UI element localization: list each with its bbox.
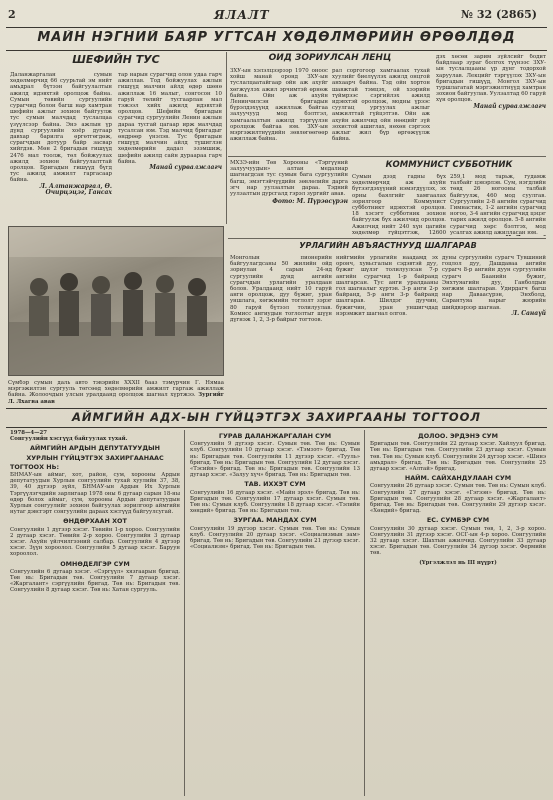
- vehicle-photo-credit: Зургийг Л. Лхагва авав: [8, 392, 224, 404]
- column-divider: [184, 430, 185, 796]
- decree-col2-text: Сонгуулийн 9 дүгээр хэсэг. Сумын төв. Төв нь: Сумын клуб. Сонгуулийн 10 дугаар хэсэг. «Тэмээт» бригад. Төв нь: Бригадын төв. Сонгуулийн 11 дүгээр хэсэг. «Тууль» бригад. Төв нь: Бригадын төв. Сонгуулийн 12 дугаар хэсэг. «Тэсийн» бригад. Төв нь: Бригадын төв. Сонгуулийн 13 дугаар хэсэг. «Залуу хүч» бригад. Төв нь: Бригадын төв.: [190, 441, 360, 479]
- group-photo-illustration: [9, 227, 224, 376]
- article-forest-text1: ЗХУ-ын хэлэлцээрээр 1970 оноос хойш манай оронд ЗХУ-ын туслалцаатайгаар ойн аж ахуйг хөгжүүлэх ажил эрчимтэй өрнөж байна. Ойн аж ахуйн Ленинчилсэн бригадын бүрэлдэхүүнд ажиллаж байгаа залуучууд мод бэлтгэл, хамгаалалтын ажилд тэргүүлэн оролцож байгаа юм. ЗХУ-ын мэргэжилтнүүдийн зөвлөгөөгөөр ажиллаж байна.: [230, 68, 328, 143]
- vehicle-photo-caption-text: Сүмбэр сумын даль авто тэвэрийн XXXII бааз тэмүрчин Г. Нямаа мэргэжилтэн сургууль төгсөөд хөдөлмөрийн амжилт гаргаж ажиллаж байна. Жолоочдын улсын уралдаанд оролцож шагнал хүртжээ.: [8, 380, 224, 399]
- article-subbotnik-col2: [450, 174, 546, 236]
- article-arts-sig: Л. Санаүй: [511, 309, 546, 317]
- decree-col2: [190, 430, 360, 796]
- article-arts-text1: Монголын пионерийн байгуулагдсаны 50 жилийн ойд зориулан 4 сарын 24-нд сургуулийн дунд ангийн сурагчдын урлагийн уралдаан болов. Уралдаанд нийт 10 гаруй анги оролцож, дуу бүжиг, уран уншлага, хөгжмийн тоглолт зэрэг 80 гаруй бүтээл толилуулав. Комисс ангиудын тоглолтыг шүүн дүгнэж 1, 2, 3-р байрыг тогтоов.: [230, 255, 332, 324]
- column-divider: [226, 52, 227, 224]
- group-photo-caption: [230, 160, 348, 222]
- article-forest-sig: Манай сурвалжлагч: [473, 102, 546, 110]
- decree-sum2: ОМНӨДЕЛГЭР СУМ: [60, 559, 130, 568]
- decree-date: 1978—4—27: [10, 430, 48, 436]
- article-subbotnik-title: КОММУНИСТ СУББОТНИК: [385, 160, 513, 170]
- decree-col3-text: Бригадын төв. Сонгуулийн 22 дугаар хэсэг. Хайлуул бригад. Төв нь: Бригадын төв. Сонгуулийн 23 дугаар хэсэг. Сумын төв. Төв нь: Сумын клуб. Сонгуулийн 24 дүгээр хэсэг. «Шинэ амьдрал» бригад. Төв нь: Бригадын төв. Сонгуулийн 25 дугаар хэсэг. «Алтай» бригад.: [370, 441, 546, 473]
- article-forest-text2: рал соргогоор хамгаалах тухай хуулийг биелүүлэх ажилд онцгой анхаарч байна. Тэд ойн хортон шавжтай тэмцэх, ой хээрийн түймрээс сэргийлэх ажилд идэвхтэй оролцож, модны үрээс суулгац ургуулах ажлыг амжилттай гүйцэтгэв. Ойн аж ахуйн ажилчид ойн нөөцийг зүй зохистой ашиглах, нөхөн сэргээх ажлыг жил бүр өргөжүүлж байна.: [332, 68, 430, 143]
- decree-banner-rule: [6, 427, 547, 428]
- article-forest-col3: [436, 54, 546, 154]
- article-subbotnik-text2: 259,1 мод тарьж, гудамж талбайг цэвэрлэв. Сум, нэгдлийн төвд 26 ногооны талбай байгуулж, 460 мод суулгав. Сургуулийн 2-8 ангийн сурагчид Гимнастик, 1-2 ангийн сурагчид ногоо, 3-4 ангийн сурагчид цэцэг тарих ажилд оролцов. 5-8 ангийн сурагчид хөрс бэлтгэх, мод усалгах ажилд ажилласан юм.: [450, 174, 546, 236]
- section-divider: [228, 156, 546, 157]
- decree-col3b-text: Сонгуулийн 26 дугаар хэсэг. Сумын төв. Төв нь: Сумын клуб. Сонгуулийн 27 дугаар хэсэг. «Гэгээн» бригад. Төв нь: Бригадын төв. Сонгуулийн 28 дугаар хэсэг. «Жаргалант» бригад. Төв нь: Бригадын төв. Сонгуулийн 29 дүгээр хэсэг. «Хөндий» бригад.: [370, 483, 546, 515]
- article-shef-title: ШЕФИЙН ТУС: [72, 53, 160, 66]
- issue-number: № 32 (2865): [461, 8, 537, 21]
- decree-continued: (Үргэлжлэл нь III нүүрт): [419, 559, 497, 566]
- article-arts-text2: нийгмийн урлагийн наадамд эх оронч, хувьсгалын сэдэвтэй дуу, бүжиг шүлэг толилуулсан 7-р ангийн сурагчид 1-р байранд шалгарсан. Тус анги уралдааны гол шагналыг хүртэв. 3-р анги 2-р байранд, 5-р анги 3-р байранд шалгарав. Шилдэг дуучин, бүжигчин, уран уншигчдад нэрэмжит шагнал олгов.: [336, 255, 438, 317]
- decree-col1: [10, 430, 180, 796]
- article-subbotnik-col1: [352, 174, 446, 236]
- decree-col1-text: БНМАУ-ын аймаг, хот, район, сум, хорооны Ардын депутатуудын Хурлын сонгуулийн тухай хуулийн 37, 38, 39, 40 дүгээр зүйл, БНМАУ-ын Ардын Их Хурлын Тэргүүлэгчдийн зарлигаар 1978 оны 6 дугаар сарын 18-ны өдөр болох аймаг, сум, хорооны Ардын депутатуудын Хурлын сонгуулийг зохион байгуулах зорилгоор аймгийн нутаг дэвсгэрт сонгуулийн дараах хэсгүүд байгуулсугай.: [10, 472, 180, 516]
- article-forest-col1: [230, 68, 328, 154]
- article-forest-text3: дэх хөсөн зарим зүйлсийг бодит байдлаар зураг болгох түүнээс ЗХУ-ын туслалцааны үр дүнг тодорхой харуулав. Лекцийг тэргүүлэх ЗХУ-ын бригадын гишүүд, Монгол ЗХУ-ын туршлагатай мэргэжилтнүүд хамтран зохион байгуулав. Уулзалтад 60 гаруй хүн оролцов.: [436, 54, 546, 104]
- decree-exec-title: ХУРЛЫН ГҮЙЦЭТГЭХ ЗАХИРГААНААС: [26, 453, 164, 462]
- decree-col2-head: ГУРАВ ДАЛАНЖАРГАЛАН СУМ: [218, 432, 332, 440]
- decree-col3b-head: НАЙМ. САЙХАНДУЛААН СУМ: [404, 474, 512, 483]
- article-arts-title: УРЛАГИЙН АВЪЯАСТНУУД ШАЛГАРАВ: [299, 241, 477, 250]
- article-subbotnik-text1: Сумын дээд гадны бүх хөдөлмөрчид аж ахуйн бүтээгдэхүүний нэмэгдүүлэх, эх орны баялгийг хамгаалах зорилгоор Коммунист субботникт идэвхтэй оролцов. 18 хэсэгт субботник зохион байгуулж бүх ажилчид оролцов. Ажилчид нийт 240 хүн цагийн хөдөлмөр гүйцэтгэж, 12600: [352, 174, 446, 236]
- decree-col2c-text: Сонгуулийн 19 дүгээр хэсэг. Сумын төв. Төв нь: Сумын клуб. Сонгуулийн 20 дугаар хэсэг. «Социализмын зам» бригад. Төв нь: Бригадын төв. Сонгуулийн 21 дүгээр хэсэг. «Социализм» бригад. Төв нь: Бригадын төв.: [190, 525, 360, 551]
- article-arts-col2: [336, 255, 438, 375]
- decree-col1b-text: Сонгуулийн 1 дүгээр хэсэг. Төвийн 1-р хороо. Сонгуулийн 2 дугаар хэсэг. Төвийн 2-р хороо. Сонгуулийн 3 дугаар хэсэг. Ахуйн үйлчилгээний салбар. Сонгуулийн 4 дүгээр хэсэг. Зүүн хороолол. Сонгуулийн 5 дугаар хэсэг. Баруун хороолол.: [10, 526, 180, 558]
- article-shef-sig1: Л. Алтанжаргал, Ө. Очирцэцэг, Гансах: [39, 182, 112, 196]
- decree-col2c-head: ЗУРГАА. МАНДАХ СУМ: [233, 516, 317, 525]
- article-arts-text3: дуны сургуулийн сурагч Тувшиний гоцлол дуу, Дашдаваа ангийн сурагч 8-р ангийн дуун сургуулийн сурагч Баанийн бүжиг, Энхтуяагийн дуу, Ганболдын хөгжим шалгарав. Удирдагч багш нар Даваасүрэн, Энхболд, Сарантуяа нарыг жюрийн шийдвэрээр шагнав.: [442, 255, 546, 311]
- decree-banner: АЙМГИЙН АДХ-ЫН ГҮЙЦЭТГЭХ ЗАХИРГААНЫ ТОГТООЛ: [72, 410, 481, 424]
- article-forest-title: ОЙД ЗОРИУЛСАН ЛЕНЦ: [268, 53, 392, 63]
- article-arts-col3: [442, 255, 546, 375]
- top-banner-headline: МАЙН НЭГНИЙ БАЯР УГТСАН ХӨДӨЛМӨРИЙН ӨРӨӨЛДӨД: [37, 30, 516, 45]
- article-shef-text2: тар нарын сурагчид олон удаа гарч ажиллав. Тод бойжуулах ажлын гишүүд малчин айлд өдөр шөнө ажиллаж 16 малыг, сонгосон 10 гаруй төлийг тусгаарлан мал тэжээл хийх ажилд идэвхтэй оролцов. Шефийн бригадын сурагчид сургуулийн Ленин ажлын дараа тусгай цагаар ирж малчдад тусалсан юм. Тэд малчид бригадыг өндрөөр үнэлэв. Тус бригадын гишүүд малчин айлд түшиглэн хөдөлмөрийн дадал эзэмшиж, шефийн ажилд сайн дураараа гарч байна.: [118, 72, 222, 165]
- decree-col2b-text: Сонгуулийн 16 дугаар хэсэг. «Майн эрэл» бригад. Төв нь: Бригадын төв. Сонгуулийн 17 дугаар хэсэг. Сумын төв. Төв нь: Сумын клуб. Сонгуулийн 18 дугаар хэсэг. «Тэлийн хөндий» бригад. Төв нь: Бригадын төв.: [190, 489, 360, 515]
- decree-council-title: АЙМГИЙН АРДЫН ДЕПУТАТУУДЫН: [29, 444, 161, 453]
- article-shef-col2: [118, 72, 222, 222]
- decree-col3: [370, 430, 546, 796]
- group-photo: [8, 226, 224, 376]
- group-photo-caption-text: МХЗЭ-ийн Төв Хорооны «Тэргүүний залуучуудын» алтан медалиар шагнагдсан тус сумын бага сургуулийн багш, эмэгтэйчүүдийн зөвлөлийн дарга эгч нар уулзалтын дараа. Тэдний уулзалтын дурсгалд гэрэл зургийг авав.: [230, 160, 348, 198]
- vehicle-photo-caption: [8, 380, 224, 404]
- column-divider: [364, 430, 365, 796]
- article-shef-text1: Даланжаргалан сумын хөдөлмөрчид 66 суурьтай эм нийт амьдрал бүтээн байгуулалтын ажилд идэвхтэй оролцож байна. Сумын төвийн сургуулийн сурагчид болон багш нар хамтран шефийн ажлыг зохион байгуулж тус сумын малчдад туслалцаа үзүүлсээр байна. Энэ ажлын үр дүнд сургуулийн хоёр дугаар давхар барилга өргөтгөгдөж, сурагчдын дотуур байр засвар хийгдэв. Мөн 2 бригадын гишүүд 2476 мал тоолж, төл бойжуулах ажилд зохион байгуулалттай оролцов. Бригадын гишүүд бүгд тус ажилд амжилт гаргасаар байна.: [10, 72, 112, 184]
- paper-name: ЯЛАЛТ: [214, 8, 270, 22]
- decree-top-rule: [6, 408, 547, 409]
- masthead-rule: [6, 27, 547, 28]
- decree-intro-title: Сонгуулийн хэсгүүд байгуулах тухай.: [10, 436, 128, 443]
- section-divider: [228, 238, 546, 239]
- decree-col2b-head: ТАВ. ИХХЭТ СУМ: [244, 480, 306, 489]
- article-shef-sig2: Манай сурвалжлагч: [149, 164, 222, 172]
- decree-col3c-head: ЕС. СУМБЭР СУМ: [426, 516, 490, 525]
- decree-col1c-text: Сонгуулийн 6 дугаар хэсэг. «Сэргүүл» хязгаарын бригад. Төв нь: Бригадын төв. Сонгуулийн 7 дугаар хэсэг. «Жаргалант» сэргүүлийн бригад. Төв нь: Бригадын төв. Сонгуулийн 8 дугаар хэсэг. Төв нь: Хатан сургууль.: [10, 568, 180, 594]
- article-forest-col2: [332, 68, 430, 154]
- article-shef-col1: [10, 72, 112, 222]
- page-number: 2: [8, 8, 16, 21]
- decree-word: ТОГТООХ НЬ:: [10, 462, 60, 471]
- group-photo-credit: Фото: М. Пүрэвсүрэн: [272, 198, 348, 206]
- decree-col3c-text: Сонгуулийн 30 дугаар хэсэг. Сумын төв, 1, 2, 3-р хороо. Сонгуулийн 31 дүгээр хэсэг. ОСГ-ын 4-р хороо. Сонгуулийн 32 дугаар хэсэг. Шахтын ажилчид. Сонгуулийн 33 дугаар хэсэг. Бригадын төв. Сонгуулийн 34 дүгээр хэсэг. Фермийн төв.: [370, 525, 546, 557]
- banner-rule: [6, 50, 547, 51]
- article-arts-col1: [230, 255, 332, 375]
- decree-col3-head: ДОЛОО. ЭРДЭНЭ СУМ: [418, 432, 498, 440]
- decree-sum1: ӨНДӨРХААН ХОТ: [63, 517, 127, 526]
- masthead: [0, 8, 553, 26]
